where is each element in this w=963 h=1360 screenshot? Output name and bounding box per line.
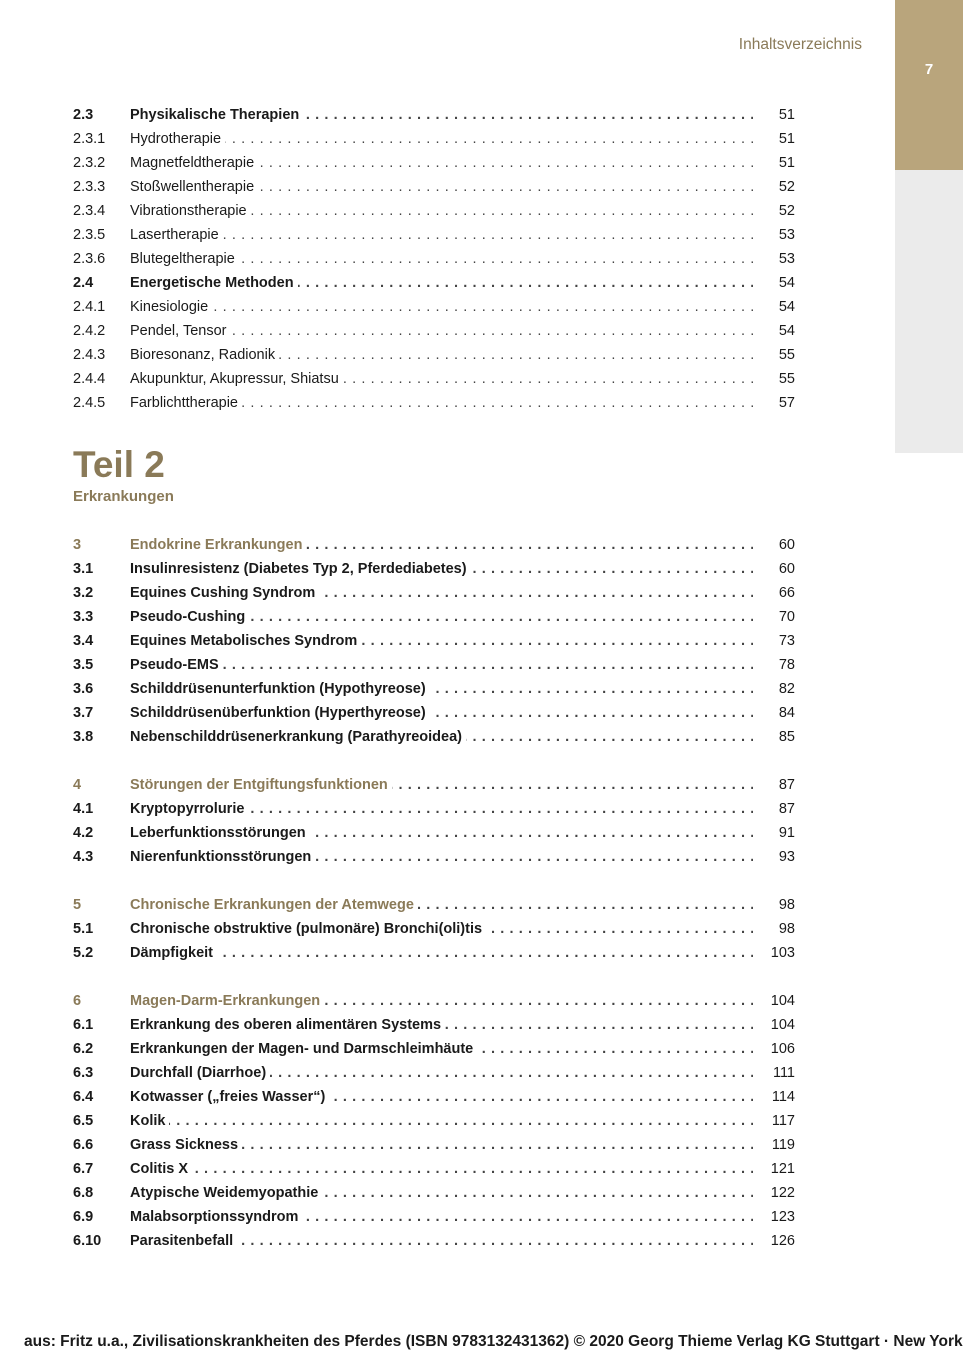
toc-entry-title-text: Equines Cushing Syndrom bbox=[130, 585, 319, 601]
toc-entry-number: 5 bbox=[73, 897, 82, 913]
toc-entry-page: 103 bbox=[770, 945, 795, 961]
toc-entry-title-text: Malabsorptionssyndrom bbox=[130, 1209, 302, 1225]
toc-entry bbox=[73, 368, 795, 392]
toc-entry-title-text: Pseudo-Cushing bbox=[130, 609, 249, 625]
toc-entry-page: 93 bbox=[778, 849, 795, 865]
toc-entry-title bbox=[130, 681, 753, 697]
toc-entry-title-text: Akupunktur, Akupressur, Shiatsu bbox=[130, 371, 343, 387]
toc-entry-title-text: Kotwasser („freies Wasser“) bbox=[130, 1089, 329, 1105]
toc-entry-number: 6.2 bbox=[73, 1041, 94, 1057]
toc-entry-number: 2.4.4 bbox=[73, 371, 106, 387]
toc-entry-number: 3.1 bbox=[73, 561, 94, 577]
toc-entry-title bbox=[130, 729, 753, 745]
toc-entry-page: 82 bbox=[778, 681, 795, 697]
toc-entry-title-text: Endokrine Erkrankungen bbox=[130, 537, 306, 553]
toc-entry-title-text: Parasitenbefall bbox=[130, 1233, 237, 1249]
toc-entry-title bbox=[130, 897, 753, 913]
toc-entry-title bbox=[130, 1233, 753, 1249]
toc-entry-number: 2.4 bbox=[73, 275, 94, 291]
toc-entry-title-text: Colitis X bbox=[130, 1161, 192, 1177]
toc-entry-page: 78 bbox=[778, 657, 795, 673]
toc-entry-number: 2.3 bbox=[73, 107, 94, 123]
toc-entry-number: 2.3.1 bbox=[73, 131, 106, 147]
toc-entry bbox=[73, 104, 795, 128]
toc-entry-number: 2.4.2 bbox=[73, 323, 106, 339]
toc-entry-page: 52 bbox=[778, 203, 795, 219]
toc-entry-title-text: Störungen der Entgiftungsfunktionen bbox=[130, 777, 392, 793]
toc-entry bbox=[73, 630, 795, 654]
toc-entry bbox=[73, 176, 795, 200]
toc-entry-title bbox=[130, 1089, 753, 1105]
toc-entry bbox=[73, 320, 795, 344]
toc-entry-page: 104 bbox=[770, 1017, 795, 1033]
toc-entry-title-text: Chronische Erkrankungen der Atemwege bbox=[130, 897, 418, 913]
toc-entry-number: 4.2 bbox=[73, 825, 94, 841]
toc-entry-title-text: Erkrankungen der Magen- und Darmschleimhäute bbox=[130, 1041, 477, 1057]
toc-entry-title bbox=[130, 945, 753, 961]
toc-entry-page: 98 bbox=[778, 921, 795, 937]
toc-entry-page: 53 bbox=[778, 251, 795, 267]
toc-chapter-entry bbox=[73, 990, 795, 1014]
toc-entry-title bbox=[130, 993, 753, 1009]
toc-entry-title bbox=[130, 633, 753, 649]
toc-entry-page: 122 bbox=[770, 1185, 795, 1201]
toc-entry-number: 3.5 bbox=[73, 657, 94, 673]
toc-entry-title bbox=[130, 323, 753, 339]
toc-entry-number: 2.3.5 bbox=[73, 227, 106, 243]
toc-entry-number: 2.3.3 bbox=[73, 179, 106, 195]
toc-entry-page: 51 bbox=[778, 131, 795, 147]
toc-entry-page: 87 bbox=[778, 801, 795, 817]
toc-entry-number: 6.6 bbox=[73, 1137, 94, 1153]
toc-entry-number: 5.1 bbox=[73, 921, 94, 937]
toc-entry-title bbox=[130, 299, 753, 315]
part-subtitle: Erkrankungen bbox=[73, 488, 174, 505]
toc-entry-page: 66 bbox=[778, 585, 795, 601]
toc-entry-page: 123 bbox=[770, 1209, 795, 1225]
toc-entry bbox=[73, 558, 795, 582]
toc-entry-title bbox=[130, 347, 753, 363]
toc-entry bbox=[73, 200, 795, 224]
toc-entry-page: 55 bbox=[778, 371, 795, 387]
toc-entry-title-text: Hydrotherapie bbox=[130, 131, 225, 147]
toc-entry-number: 3.8 bbox=[73, 729, 94, 745]
toc-chapter-entry bbox=[73, 534, 795, 558]
toc-entry bbox=[73, 702, 795, 726]
toc-entry-page: 60 bbox=[778, 561, 795, 577]
toc-entry-page: 111 bbox=[772, 1065, 795, 1081]
page-tab bbox=[895, 0, 963, 170]
copyright-footer: aus: Fritz u.a., Zivilisationskrankheiten des Pferdes (ISBN 9783132431362) © 2020 Georg Thieme Verlag KG Stuttgart · New York bbox=[24, 1333, 963, 1350]
toc-entry-title bbox=[130, 585, 753, 601]
toc-entry-title bbox=[130, 825, 753, 841]
toc-entry-number: 6 bbox=[73, 993, 82, 1009]
toc-entry-page: 54 bbox=[778, 275, 795, 291]
toc-entry-title bbox=[130, 371, 753, 387]
toc-entry bbox=[73, 798, 795, 822]
toc-entry-title bbox=[130, 203, 753, 219]
toc-entry-page: 60 bbox=[778, 537, 795, 553]
toc-entry-page: 53 bbox=[778, 227, 795, 243]
toc-entry bbox=[73, 1230, 795, 1254]
toc-entry-title-text: Stoßwellentherapie bbox=[130, 179, 258, 195]
toc-entry bbox=[73, 272, 795, 296]
toc-entry-page: 98 bbox=[778, 897, 795, 913]
toc-entry-page: 51 bbox=[778, 155, 795, 171]
toc-entry-title-text: Vibrationstherapie bbox=[130, 203, 251, 219]
toc-entry-page: 85 bbox=[778, 729, 795, 745]
toc-entry bbox=[73, 1062, 795, 1086]
toc-entry-number: 6.9 bbox=[73, 1209, 94, 1225]
toc-entry-title-text: Pseudo-EMS bbox=[130, 657, 223, 673]
toc-entry-title bbox=[130, 131, 753, 147]
toc-entry-number: 6.10 bbox=[73, 1233, 102, 1249]
toc-entry bbox=[73, 1014, 795, 1038]
toc-entry-title bbox=[130, 777, 753, 793]
toc-entry bbox=[73, 1206, 795, 1230]
toc-entry bbox=[73, 1110, 795, 1134]
toc-entry-page: 54 bbox=[778, 299, 795, 315]
toc-entry-number: 5.2 bbox=[73, 945, 94, 961]
toc-entry-number: 2.3.2 bbox=[73, 155, 106, 171]
toc-entry-title-text: Chronische obstruktive (pulmonäre) Bronchi(oli)tis bbox=[130, 921, 486, 937]
toc-entry-page: 51 bbox=[778, 107, 795, 123]
toc-entry-title bbox=[130, 1185, 753, 1201]
toc-entry-title-text: Schilddrüsenüberfunktion (Hyperthyreose) bbox=[130, 705, 430, 721]
toc-entry-number: 3 bbox=[73, 537, 82, 553]
toc-entry-page: 114 bbox=[771, 1089, 795, 1105]
toc-entry bbox=[73, 1038, 795, 1062]
toc-entry-title bbox=[130, 537, 753, 553]
toc-entry-title-text: Durchfall (Diarrhoe) bbox=[130, 1065, 270, 1081]
toc-entry-number: 6.7 bbox=[73, 1161, 94, 1177]
toc-entry bbox=[73, 392, 795, 416]
toc-chapter-entry bbox=[73, 774, 795, 798]
toc-entry-title bbox=[130, 609, 753, 625]
toc-entry-page: 54 bbox=[778, 323, 795, 339]
toc-entry-title bbox=[130, 801, 753, 817]
toc-entry-page: 117 bbox=[771, 1113, 795, 1129]
toc-entry-title-text: Energetische Methoden bbox=[130, 275, 298, 291]
toc-entry-title-text: Kolik bbox=[130, 1113, 169, 1129]
toc-entry-title-text: Blutegeltherapie bbox=[130, 251, 239, 267]
toc-entry bbox=[73, 606, 795, 630]
toc-entry bbox=[73, 224, 795, 248]
toc-entry-number: 3.4 bbox=[73, 633, 94, 649]
toc-entry bbox=[73, 344, 795, 368]
toc-entry-title bbox=[130, 657, 753, 673]
toc-entry-title bbox=[130, 1041, 753, 1057]
toc-entry bbox=[73, 1086, 795, 1110]
toc-entry-number: 3.6 bbox=[73, 681, 94, 697]
toc-entry-title bbox=[130, 155, 753, 171]
toc-entry-title-text: Leberfunktionsstörungen bbox=[130, 825, 310, 841]
toc-entry-title-text: Magen-Darm-Erkrankungen bbox=[130, 993, 324, 1009]
toc-entry-page: 52 bbox=[778, 179, 795, 195]
toc-entry-title bbox=[130, 107, 753, 123]
toc-entry-title-text: Magnetfeldtherapie bbox=[130, 155, 258, 171]
toc-entry-page: 121 bbox=[770, 1161, 795, 1177]
toc-entry-title-text: Equines Metabolisches Syndrom bbox=[130, 633, 361, 649]
toc-entry bbox=[73, 582, 795, 606]
toc-entry-title-text: Atypische Weidemyopathie bbox=[130, 1185, 322, 1201]
toc-entry-number: 3.7 bbox=[73, 705, 94, 721]
toc-entry bbox=[73, 296, 795, 320]
toc-entry-title bbox=[130, 849, 753, 865]
toc-entry-title bbox=[130, 251, 753, 267]
toc-entry-page: 119 bbox=[771, 1137, 795, 1153]
toc-entry-title-text: Schilddrüsenunterfunktion (Hypothyreose) bbox=[130, 681, 430, 697]
toc-entry bbox=[73, 942, 795, 966]
toc-entry-title-text: Nebenschilddrüsenerkrankung (Parathyreoidea) bbox=[130, 729, 466, 745]
toc-entry-number: 2.4.5 bbox=[73, 395, 106, 411]
toc-entry bbox=[73, 1182, 795, 1206]
toc-entry bbox=[73, 1158, 795, 1182]
toc-entry-title-text: Farblichttherapie bbox=[130, 395, 242, 411]
toc-entry-title-text: Kinesiologie bbox=[130, 299, 212, 315]
toc-chapter-entry bbox=[73, 894, 795, 918]
toc-entry-title bbox=[130, 227, 753, 243]
toc-entry-title-text: Grass Sickness bbox=[130, 1137, 242, 1153]
side-margin-bar bbox=[895, 170, 963, 453]
toc-entry-title-text: Dämpfigkeit bbox=[130, 945, 217, 961]
toc-entry-title bbox=[130, 705, 753, 721]
page-number: 7 bbox=[924, 61, 934, 78]
toc-entry-number: 6.8 bbox=[73, 1185, 94, 1201]
toc-entry-title bbox=[130, 1161, 753, 1177]
toc-entry-title bbox=[130, 921, 753, 937]
part-title: Teil 2 bbox=[73, 444, 165, 485]
toc-entry-title-text: Bioresonanz, Radionik bbox=[130, 347, 279, 363]
toc-entry-title-text: Physikalische Therapien bbox=[130, 107, 303, 123]
toc-entry-number: 2.4.1 bbox=[73, 299, 106, 315]
toc-entry-number: 3.3 bbox=[73, 609, 94, 625]
toc-entry-title-text: Pendel, Tensor bbox=[130, 323, 230, 339]
toc-entry-title-text: Kryptopyrrolurie bbox=[130, 801, 248, 817]
toc-entry-number: 6.5 bbox=[73, 1113, 94, 1129]
toc-entry bbox=[73, 654, 795, 678]
toc-entry-title bbox=[130, 1113, 753, 1129]
toc-entry bbox=[73, 822, 795, 846]
running-title: Inhaltsverzeichnis bbox=[738, 36, 862, 53]
toc-entry-number: 2.4.3 bbox=[73, 347, 106, 363]
toc-entry bbox=[73, 918, 795, 942]
toc-entry-title bbox=[130, 1209, 753, 1225]
toc-entry-number: 2.3.4 bbox=[73, 203, 106, 219]
toc-entry-page: 126 bbox=[770, 1233, 795, 1249]
toc-entry-title bbox=[130, 1065, 753, 1081]
toc-entry-page: 70 bbox=[778, 609, 795, 625]
toc-entry-title-text: Insulinresistenz (Diabetes Typ 2, Pferdediabetes) bbox=[130, 561, 471, 577]
toc-entry-number: 6.1 bbox=[73, 1017, 94, 1033]
toc-entry-page: 55 bbox=[778, 347, 795, 363]
toc-entry-title bbox=[130, 1137, 753, 1153]
toc-entry-title bbox=[130, 561, 753, 577]
toc-entry bbox=[73, 248, 795, 272]
toc-entry-page: 84 bbox=[778, 705, 795, 721]
toc-entry-number: 3.2 bbox=[73, 585, 94, 601]
toc-entry-title bbox=[130, 1017, 753, 1033]
toc-entry-number: 4.3 bbox=[73, 849, 94, 865]
toc-entry-title-text: Erkrankung des oberen alimentären Systems bbox=[130, 1017, 445, 1033]
toc-entry-number: 4.1 bbox=[73, 801, 94, 817]
toc-entry-number: 2.3.6 bbox=[73, 251, 106, 267]
toc-entry-page: 106 bbox=[770, 1041, 795, 1057]
toc-entry bbox=[73, 846, 795, 870]
toc-entry-number: 6.3 bbox=[73, 1065, 94, 1081]
toc-entry-page: 57 bbox=[778, 395, 795, 411]
toc-entry bbox=[73, 1134, 795, 1158]
toc-entry-title bbox=[130, 179, 753, 195]
toc-entry bbox=[73, 152, 795, 176]
toc-entry-title bbox=[130, 395, 753, 411]
toc-entry-page: 91 bbox=[778, 825, 795, 841]
toc-entry-number: 6.4 bbox=[73, 1089, 94, 1105]
toc-entry bbox=[73, 726, 795, 750]
toc-entry-title-text: Nierenfunktionsstörungen bbox=[130, 849, 315, 865]
toc-entry-number: 4 bbox=[73, 777, 82, 793]
toc-entry-page: 87 bbox=[778, 777, 795, 793]
toc-entry-page: 104 bbox=[770, 993, 795, 1009]
toc-entry-title-text: Lasertherapie bbox=[130, 227, 223, 243]
toc-entry-title bbox=[130, 275, 753, 291]
toc-entry bbox=[73, 678, 795, 702]
toc-entry-page: 73 bbox=[778, 633, 795, 649]
toc-entry bbox=[73, 128, 795, 152]
